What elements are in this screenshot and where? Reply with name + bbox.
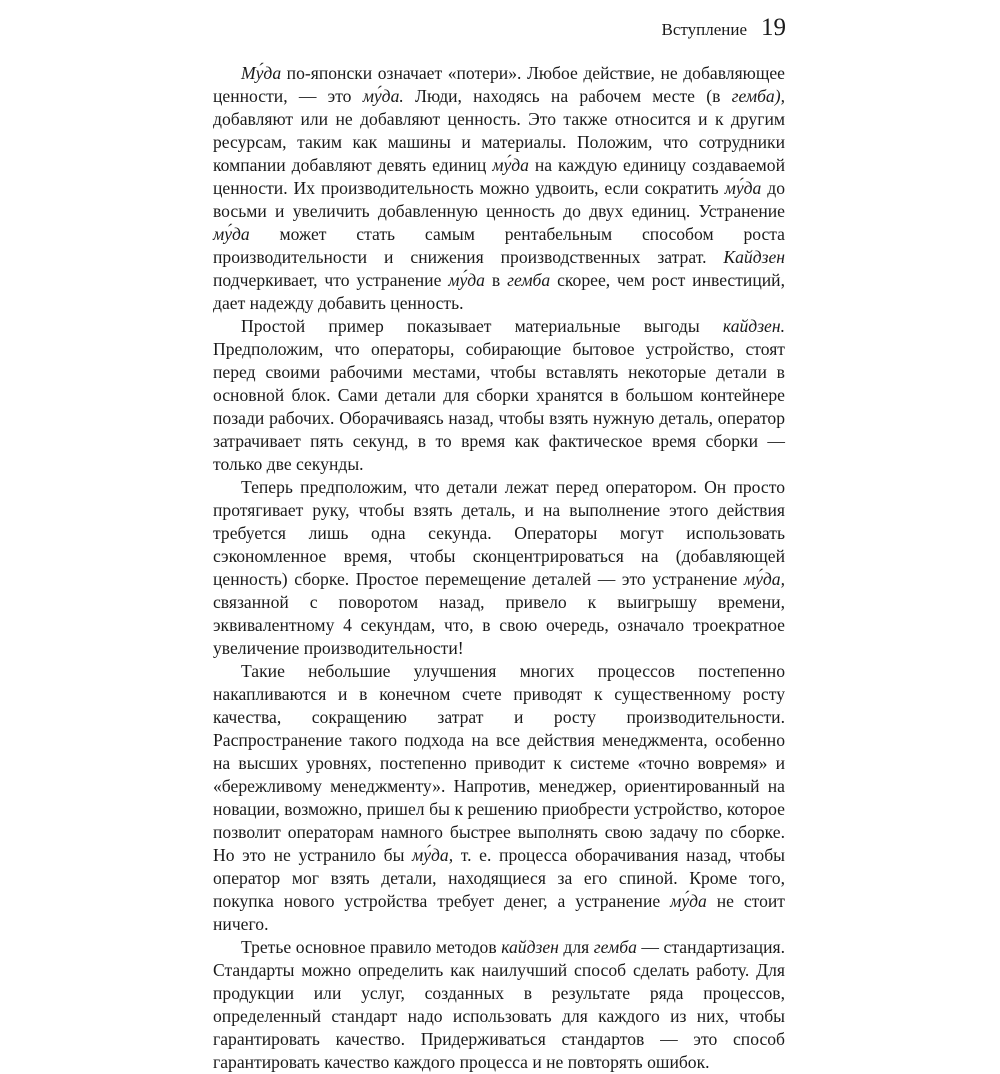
- paragraph-4: Такие небольшие улучшения многих процессов постепенно накапливаются и в конечном счете приводят к существенному росту качества, сокращению затрат и росту производительности. Распространение такого подхода на все действия менеджмента, особенно на высших уровнях, постепенно приводит к системе «точно вовремя» и «бережливому менеджменту». Напротив, менеджер, ориентированный на новации, возможно, пришел бы к решению приобрести устройство, которое позволит операторам намного быстрее выполнять свою задачу по сборке. Но это не устранило бы му́да, т. е. процесса оборачивания назад, чтобы оператор мог взять детали, находящиеся за его спиной. Кроме того, покупка нового устройства требует денег, а устранение му́да не стоит ничего.: [213, 661, 785, 934]
- paragraph-1: Му́да по-японски означает «потери». Любое действие, не добавляющее ценности, — это му́да. Люди, находясь на рабочем месте (в гемба), добавляют или не добавляют ценность. Это также относится и к другим ресурсам, таким как машины и материалы. Положим, что сотрудники компании добавляют девять единиц му́да на каждую единицу создаваемой ценности. Их производительность можно удвоить, если сократить му́да до восьми и увеличить добавленную ценность до двух единиц. Устранение му́да может стать самым рентабельным способом роста производительности и снижения производственных затрат. Кайдзен подчеркивает, что устранение му́да в гемба скорее, чем рост инвестиций, дает надежду добавить ценность.: [213, 63, 785, 313]
- italic-term: гемба),: [731, 86, 785, 106]
- page-number: 19: [761, 14, 786, 41]
- italic-term: му́да: [670, 891, 707, 911]
- page-header: [662, 14, 786, 42]
- italic-term: му́да: [724, 178, 762, 198]
- italic-term: му́да: [213, 224, 250, 244]
- paragraph-3: Теперь предположим, что детали лежат перед оператором. Он просто протягивает руку, чтобы взять деталь, и на выполнение этого действия требуется лишь одна секунда. Операторы могут использовать сэкономленное время, чтобы сконцентрироваться на (добавляющей ценность) сборке. Простое перемещение деталей — это устранение му́да, связанной с поворотом назад, привело к выигрышу времени, эквивалентному 4 секундам, что, в свою очередь, означало троекратное увеличение производительности!: [213, 477, 785, 658]
- italic-term: гемба: [593, 937, 637, 957]
- italic-term: му́да.: [362, 86, 404, 106]
- paragraph-2: Простой пример показывает материальные выгоды кайдзен. Предположим, что операторы, собирающие бытовое устройство, стоят перед своими рабочими местами, чтобы вставлять некоторые детали в основной блок. Сами детали для сборки хранятся в большом контейнере позади рабочих. Оборачиваясь назад, чтобы взять нужную деталь, оператор затрачивает пять секунд, в то время как фактическое время сборки — только две секунды.: [213, 316, 785, 474]
- italic-term: му́да,: [743, 569, 785, 589]
- italic-term: му́да: [448, 270, 485, 290]
- paragraph-5: Третье основное правило методов кайдзен для гемба — стандартизация. Стандарты можно определить как наилучший способ сделать работу. Для продукции или услуг, созданных в результате ряда процессов, определенный стандарт надо использовать для каждого из них, чтобы гарантировать качество. Придерживаться стандартов — это способ гарантировать качество каждого процесса и не повторять ошибок.: [213, 937, 785, 1072]
- italic-term: гемба: [507, 270, 551, 290]
- italic-term: му́да: [492, 155, 529, 175]
- running-title: Вступление: [661, 20, 747, 39]
- italic-term: Кайдзен: [723, 247, 785, 267]
- body-text: [213, 62, 785, 1074]
- italic-term: кайдзен.: [722, 316, 785, 336]
- italic-term: му́да,: [412, 845, 454, 865]
- italic-term: кайдзен: [501, 937, 559, 957]
- italic-term: Му́да: [241, 63, 282, 83]
